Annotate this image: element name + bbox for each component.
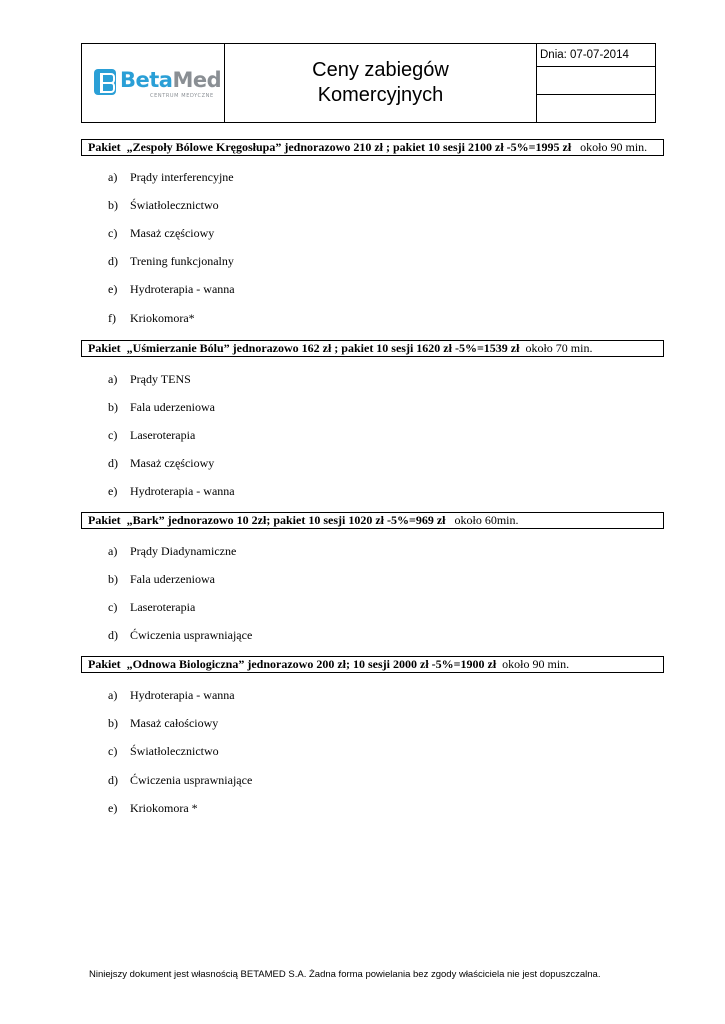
item-letter: a) [108,170,118,184]
betamed-logo [94,66,222,102]
logo-cell [82,44,225,122]
item-text: Kriokomora * [130,801,198,815]
package-header [81,656,664,673]
item-text: Ćwiczenia usprawniające [130,628,253,642]
item-text: Ćwiczenia usprawniające [130,773,253,787]
item-letter: e) [108,801,118,815]
header-empty-cell-1 [537,67,655,95]
item-text: Światłolecznictwo [130,198,219,212]
package-header [81,340,664,357]
list-item [108,744,219,758]
list-item [108,428,195,442]
package-label: Pakiet [88,140,121,154]
item-text: Fala uderzeniowa [130,400,215,414]
package-duration: około 90 min. [580,140,648,154]
list-item [108,484,235,498]
package-duration: około 90 min. [502,657,570,671]
header-empty-cell-2 [537,95,655,122]
title-line-1: Ceny zabiegów [312,59,449,81]
package-duration: około 60min. [454,513,519,527]
item-letter: e) [108,282,118,296]
item-text: Hydroterapia - wanna [130,282,235,296]
package-pricing: „Odnowa Biologiczna” jednorazowo 200 zł; 10 sesji 2000 zł -5%=1900 zł [126,657,497,671]
list-item [108,198,219,212]
item-letter: b) [108,716,118,730]
list-item [108,572,215,586]
logo-tagline: CENTRUM MEDYCZNE [150,93,214,99]
list-item [108,456,214,470]
item-letter: c) [108,600,118,614]
package-label: Pakiet [88,513,121,527]
list-item [108,254,234,268]
list-item [108,400,215,414]
item-text: Hydroterapia - wanna [130,688,235,702]
package-pricing: „Uśmierzanie Bólu” jednorazowo 162 zł ; pakiet 10 sesji 1620 zł -5%=1539 zł [126,341,520,355]
document-date: Dnia: 07-07-2014 [537,44,655,67]
list-item [108,282,235,296]
item-letter: d) [108,456,118,470]
package-pricing: „Bark” jednorazowo 10 2zł; pakiet 10 sesji 1020 zł -5%=969 zł [126,513,446,527]
item-text: Prądy TENS [130,372,191,386]
item-letter: e) [108,484,118,498]
item-letter: d) [108,773,118,787]
item-text: Laseroterapia [130,600,196,614]
item-text: Prądy interferencyjne [130,170,234,184]
package-header [81,512,664,529]
logo-brand-part-a: Beta [120,68,173,92]
list-item [108,801,198,815]
footer-disclaimer: Niniejszy dokument jest własnością BETAMED S.A. Żadna forma powielania bez zgody właściciela nie jest dopuszczalna. [89,969,601,980]
header-meta [537,44,655,122]
item-letter: c) [108,226,118,240]
betamed-logo-icon [94,69,116,95]
logo-brand-part-b: Med [172,68,222,92]
item-text: Masaż częściowy [130,226,215,240]
list-item [108,600,195,614]
item-text: Laseroterapia [130,428,196,442]
package-label: Pakiet [88,341,121,355]
logo-wordmark [120,67,221,93]
item-letter: d) [108,254,118,268]
list-item [108,544,236,558]
list-item [108,311,195,325]
item-letter: b) [108,400,118,414]
item-letter: a) [108,372,118,386]
list-item [108,716,218,730]
item-text: Hydroterapia - wanna [130,484,235,498]
package-duration: około 70 min. [525,341,593,355]
list-item [108,628,252,642]
package-pricing: „Zespoły Bólowe Kręgosłupa” jednorazowo 210 zł ; pakiet 10 sesji 2100 zł -5%=1995 zł [126,140,572,154]
list-item [108,773,252,787]
item-letter: a) [108,688,118,702]
item-text: Fala uderzeniowa [130,572,215,586]
document-header [81,43,656,123]
item-letter: b) [108,572,118,586]
item-text: Trening funkcjonalny [130,254,234,268]
item-text: Masaż częściowy [130,456,215,470]
item-letter: d) [108,628,118,642]
package-header [81,139,664,156]
list-item [108,688,235,702]
item-letter: c) [108,744,118,758]
list-item [108,170,234,184]
item-letter: b) [108,198,118,212]
item-text: Masaż całościowy [130,716,219,730]
package-label: Pakiet [88,657,121,671]
list-item [108,372,191,386]
item-letter: c) [108,428,118,442]
list-item [108,226,214,240]
item-text: Kriokomora* [130,311,195,325]
title-line-2: Komercyjnych [317,84,444,106]
item-text: Światłolecznictwo [130,744,219,758]
item-letter: f) [108,311,116,325]
item-letter: a) [108,544,118,558]
document-title [225,44,537,122]
item-text: Prądy Diadynamiczne [130,544,237,558]
